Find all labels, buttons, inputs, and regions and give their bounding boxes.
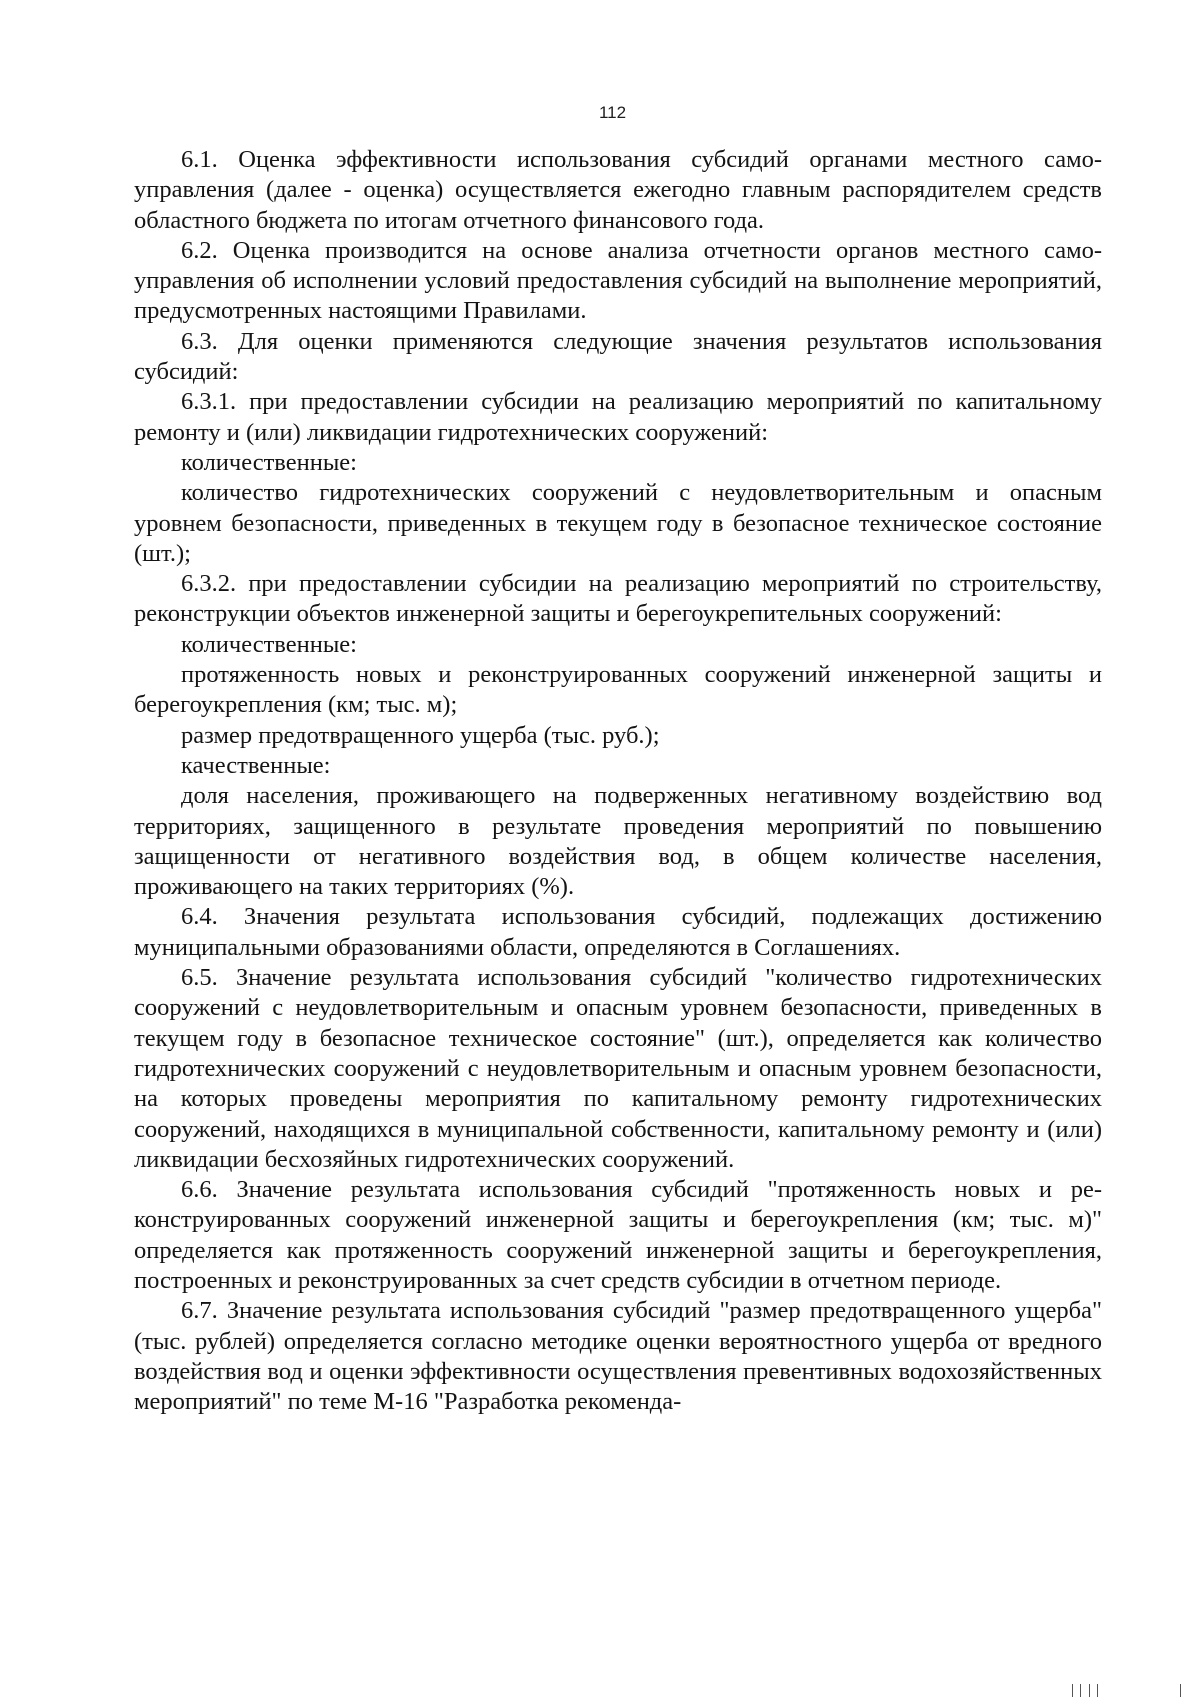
paragraph-6-5: 6.5. Значение результата использования субсидий "количество гидротехнических сооружений с неудовлетворительным и опасным уровнем безопасности, приведенных в текущем году в безопасное техническое состояние" (шт.), определяется как количество гидротехнических сооружений с неудовлетворительным и опасным уровнем безопасности, на которых проведены мероприятия по капитальному ремонту гидротехнических сооружений, находящихся в муниципальной собственности, капитальному ремонту и (или) ликвидации бесхозяйных гидротехнических сооружений. <box>134 964 1102 1173</box>
paragraph-6-2: 6.2. Оценка производится на основе анализа отчетности органов местного самоуправления об исполнении условий предоставления субсидий на выполнение мероприятий, предусмотренных настоящими Правилами. <box>134 236 1102 325</box>
paragraph-quantitative-label-1: количественные: <box>181 448 357 476</box>
paragraph-6-4: 6.4. Значения результата использования субсидий, подлежащих достижению муниципальными образованиями области, определяются в Соглашениях. <box>134 903 1102 961</box>
paragraph-6-7: 6.7. Значение результата использования субсидий "размер предотвращенного ущерба" (тыс. рублей) определяется согласно методике оценки вероятностного ущерба от вредного воздействия вод и оценки эффективности осуществления превентивных водохозяйственных мероприятий" по теме М-16 "Разработка рекоменда- <box>134 1297 1102 1416</box>
scan-edge-mark <box>1097 1684 1098 1697</box>
paragraph-indicator-hydro-structures: количество гидротехнических сооружений с неудовлетворительным и опасным уровнем безопасности, приведенных в текущем году в безопасное техническое состояние (шт.); <box>134 479 1102 567</box>
paragraph-indicator-prevented-damage: размер предотвращенного ущерба (тыс. руб.); <box>181 721 660 749</box>
document-body <box>134 145 1102 1417</box>
paragraph-6-6: 6.6. Значение результата использования субсидий "протяженность новых и реконструированных сооружений инженерной защиты и берегоукрепления (км; тыс. м)" определяется как протяженность сооружений инженерной защиты и берегоукрепления, построенных и реконструированных за счет средств субсидии в отчетном периоде. <box>134 1176 1102 1294</box>
paragraph-6-3: 6.3. Для оценки применяются следующие значения результатов использования субсидий: <box>134 327 1102 386</box>
page-number: 112 <box>598 103 627 122</box>
paragraph-quantitative-label-2: количественные: <box>181 630 357 658</box>
scan-edge-mark <box>1072 1684 1073 1697</box>
scan-edge-mark <box>1089 1684 1090 1697</box>
scan-edge-mark <box>1080 1684 1081 1697</box>
paragraph-6-3-1: 6.3.1. при предоставлении субсидии на реализацию мероприятий по капитальному ремонту и (или) ликвидации гидротехнических сооружений: <box>134 388 1102 446</box>
paragraph-qualitative-label: качественные: <box>181 751 331 779</box>
paragraph-6-3-2: 6.3.2. при предоставлении субсидии на реализацию мероприятий по строительству, реконструкции объектов инженерной защиты и берегоукрепительных сооружений: <box>134 570 1102 628</box>
paragraph-indicator-population-share: доля населения, проживающего на подверженных негативному воздействию вод территориях, защищенного в результате проведения мероприятий по повышению защищенности от негативного воздействия вод, в общем количестве населения, проживающего на таких территориях (%). <box>134 782 1102 901</box>
paragraph-6-1: 6.1. Оценка эффективности использования субсидий органами местного самоуправления (далее - оценка) осуществляется ежегодно главным распорядителем средств областного бюджета по итогам отчетного финансового года. <box>134 146 1102 234</box>
paragraph-indicator-protection-length: протяженность новых и реконструированных сооружений инженерной защиты и берегоукрепления (км; тыс. м); <box>134 661 1102 719</box>
scan-edge-mark <box>1180 1684 1181 1697</box>
